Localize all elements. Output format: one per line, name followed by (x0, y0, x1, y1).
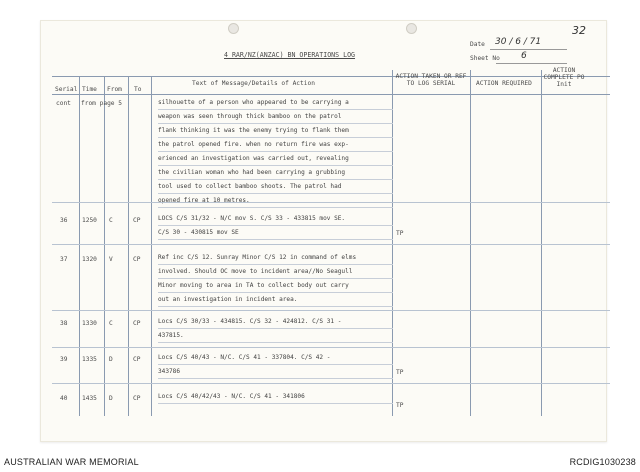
header-action-required: ACTION REQUIRED (476, 80, 532, 87)
entry-from: D (109, 395, 113, 402)
entry-serial: 36 (60, 217, 68, 224)
header-bottom-rule (52, 94, 610, 95)
entry-time: 1250 (82, 217, 97, 224)
entry-serial: 38 (60, 320, 68, 327)
header-action-complete: ACTION COMPLETE PO Init (543, 67, 585, 88)
date-label: Date (470, 41, 485, 48)
text-line: Locs C/S 40/43 - N/C. C/S 41 - 337804. C/S 42 - (158, 351, 393, 365)
row-divider (52, 202, 610, 203)
entry-to: CP (133, 217, 141, 224)
entry-serial: 37 (60, 256, 68, 263)
text-line: opened fire at 10 metres. (158, 194, 393, 208)
continuation-serial: cont (56, 100, 71, 107)
punch-hole (228, 23, 239, 34)
page-number: 32 (572, 24, 586, 37)
header-text: Text of Message/Details of Action (192, 80, 315, 87)
text-line: 343786 (158, 365, 393, 379)
punch-hole (406, 23, 417, 34)
entry-text (158, 251, 393, 307)
entry-from: V (109, 256, 113, 263)
action-taken-mark: TP (396, 369, 404, 376)
row-divider (52, 310, 610, 311)
entry-from: C (109, 320, 113, 327)
text-line: out an investigation in incident area. (158, 293, 393, 307)
footer-institution: AUSTRALIAN WAR MEMORIAL (4, 457, 139, 467)
entry-to: CP (133, 395, 141, 402)
header-action-taken: ACTION TAKEN OR REF TO LOG SERIAL (395, 73, 467, 87)
sheet-underline (496, 63, 567, 64)
text-line: silhouette of a person who appeared to be carrying a (158, 96, 393, 110)
header-time: Time (82, 86, 97, 93)
entry-time: 1335 (82, 356, 97, 363)
footer-record-id: RCDIG1030238 (569, 457, 636, 467)
entry-text (158, 390, 393, 404)
entry-text (158, 315, 393, 343)
text-line: Locs C/S 30/33 - 434815. C/S 32 - 424812. C/S 31 - (158, 315, 393, 329)
text-line: involved. Should OC move to incident area//No Seagull (158, 265, 393, 279)
header-serial: Serial (55, 86, 78, 93)
header-top-rule (52, 76, 610, 77)
row-divider (52, 383, 610, 384)
text-line: Minor moving to area in TA to collect body out carry (158, 279, 393, 293)
row-divider (52, 244, 610, 245)
header-from: From (107, 86, 122, 93)
action-taken-mark: TP (396, 402, 404, 409)
entry-text (158, 212, 393, 240)
text-line: the patrol opened fire. when no return fire was exp- (158, 138, 393, 152)
continuation-from-text: from page 5 (81, 100, 122, 107)
text-line: C/S 30 - 430815 mov SE (158, 226, 393, 240)
form-title: 4 RAR/NZ(ANZAC) BN OPERATIONS LOG (224, 51, 356, 59)
entry-time: 1330 (82, 320, 97, 327)
text-line: Ref inc C/S 12. Sunray Minor C/S 12 in command of elms (158, 251, 393, 265)
date-underline (490, 49, 567, 50)
entry-from: C (109, 217, 113, 224)
entry-time: 1320 (82, 256, 97, 263)
col-divider (128, 76, 129, 416)
entry-serial: 40 (60, 395, 68, 402)
text-line: 437815. (158, 329, 393, 343)
text-line: flank thinking it was the enemy trying to flank them (158, 124, 393, 138)
text-line: Locs C/S 40/42/43 - N/C. C/S 41 - 341806 (158, 390, 393, 404)
sheet-label: Sheet No (470, 55, 500, 62)
entry-from: D (109, 356, 113, 363)
entry-to: CP (133, 256, 141, 263)
col-divider (104, 76, 105, 416)
action-taken-mark: TP (396, 230, 404, 237)
sheet-value: 6 (521, 51, 527, 61)
entry-text (158, 351, 393, 379)
text-line: erienced an investigation was carried out, revealing (158, 152, 393, 166)
row-divider (52, 347, 610, 348)
header-to: To (134, 86, 142, 93)
text-line: the civilian woman who had been carrying a grubbing (158, 166, 393, 180)
continuation-text (158, 96, 393, 208)
text-line: weapon was seen through thick bamboo on the patrol (158, 110, 393, 124)
entry-to: CP (133, 320, 141, 327)
date-value: 30 / 6 / 71 (495, 37, 542, 47)
entry-time: 1435 (82, 395, 97, 402)
text-line: LOCS C/S 31/32 - N/C mov S. C/S 33 - 433815 mov SE. (158, 212, 393, 226)
col-divider (470, 70, 471, 416)
col-divider (541, 70, 542, 416)
entry-serial: 39 (60, 356, 68, 363)
col-divider (151, 76, 152, 416)
col-divider (79, 76, 80, 416)
entry-to: CP (133, 356, 141, 363)
text-line: tool used to collect bamboo shoots. The patrol had (158, 180, 393, 194)
